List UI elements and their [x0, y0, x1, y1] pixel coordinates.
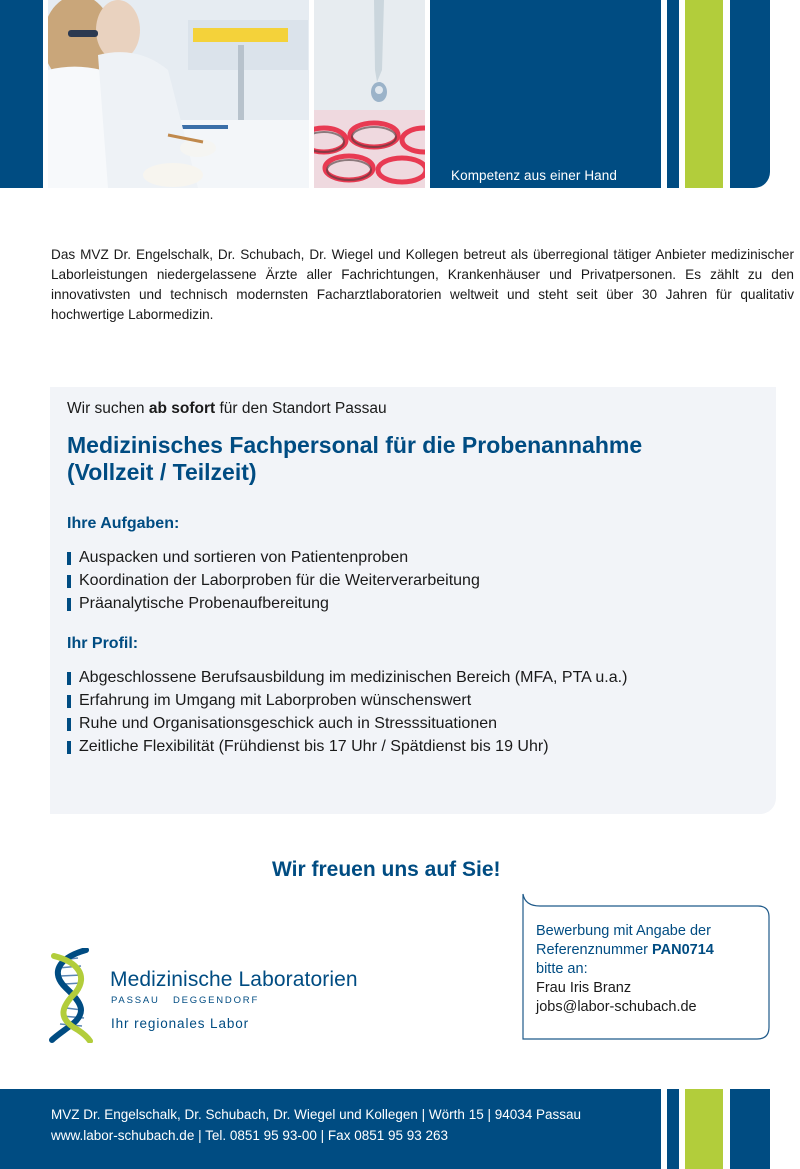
header-tagline-panel: [430, 0, 661, 188]
company-logo: [48, 948, 408, 1043]
header-stripe-narrow-blue: [667, 0, 679, 188]
footer-stripe-narrow-blue: [667, 1089, 679, 1169]
task-text: Präanalytische Probenaufbereitung: [79, 595, 329, 612]
task-text: Auspacken und sortieren von Patientenproben: [79, 549, 409, 566]
list-item: [67, 592, 759, 615]
logo-cities: PASSAU DEGGENDORF: [111, 995, 260, 1006]
closing-slogan: Wir freuen uns auf Sie!: [272, 858, 501, 881]
apply-line3: bitte an:: [536, 961, 588, 977]
application-text: [536, 922, 714, 1017]
bullet-bar-icon: [67, 598, 71, 611]
profile-list: [67, 666, 759, 758]
lab-technicians-photo: [48, 0, 309, 188]
footer: [0, 1089, 800, 1169]
search-prefix: Wir suchen: [67, 400, 149, 417]
bullet-bar-icon: [67, 552, 71, 565]
list-item: [67, 569, 759, 592]
contact-name: Frau Iris Branz: [536, 980, 632, 996]
footer-contact-panel: [0, 1089, 661, 1169]
job-title: [67, 432, 759, 486]
header-left-strip: [0, 0, 43, 188]
footer-contact-details: www.labor-schubach.de | Tel. 0851 95 93-00 | Fax 0851 95 93 263: [51, 1128, 449, 1143]
list-item: [67, 546, 759, 569]
reference-label: Referenznummer: [536, 942, 653, 958]
list-item: [67, 689, 759, 712]
application-contact-card: [522, 893, 770, 1040]
reference-number: PAN0714: [652, 942, 714, 958]
job-title-line2: (Vollzeit / Teilzeit): [67, 459, 257, 485]
profile-text: Zeitliche Flexibilität (Frühdienst bis 17 Uhr / Spätdienst bis 19 Uhr): [79, 738, 549, 755]
search-location: für den Standort Passau: [215, 400, 387, 417]
company-intro-paragraph: Das MVZ Dr. Engelschalk, Dr. Schubach, Dr. Wiegel und Kollegen betreut als überregional tätiger Anbieter medizinischer Laborleistungen niedergelassene Ärzte aller Fachrichtungen, Krankenhäuser und Privatpersonen. Es zählt zu den innovativsten und technisch modernsten Facharztlaboratorien weltweit und steht seit über 30 Jahren für qualitativ hochwertige Labormedizin.: [51, 247, 794, 322]
pipette-sample-plate-photo: [314, 0, 425, 188]
header-stripe-blue-rounded: [730, 0, 770, 188]
search-start-date: ab sofort: [148, 400, 216, 417]
logo-tagline: Ihr regionales Labor: [111, 1016, 250, 1031]
task-text: Koordination der Laborproben für die Weiterverarbeitung: [79, 572, 480, 589]
search-line: [67, 400, 759, 418]
job-title-line1: Medizinisches Fachpersonal für die Probenannahme: [67, 432, 643, 458]
bullet-bar-icon: [67, 718, 71, 731]
dna-helix-icon: [48, 948, 98, 1043]
profile-text: Erfahrung im Umgang mit Laborproben wünschenswert: [79, 692, 472, 709]
footer-stripe-blue: [730, 1089, 770, 1169]
bullet-bar-icon: [67, 695, 71, 708]
apply-line2: [536, 941, 714, 960]
profile-heading: Ihr Profil:: [67, 635, 139, 652]
header-banner: [0, 0, 800, 189]
bullet-bar-icon: [67, 575, 71, 588]
list-item: [67, 666, 759, 689]
footer-address: MVZ Dr. Engelschalk, Dr. Schubach, Dr. Wiegel und Kollegen | Wörth 15 | 94034 Passau: [51, 1107, 582, 1122]
bullet-bar-icon: [67, 741, 71, 754]
apply-line1: Bewerbung mit Angabe der: [536, 923, 711, 939]
bullet-bar-icon: [67, 672, 71, 685]
header-stripe-green: [685, 0, 723, 188]
tasks-heading: Ihre Aufgaben:: [67, 515, 180, 532]
job-listing-box: [50, 387, 776, 814]
logo-name: Medizinische Laboratorien: [110, 968, 358, 991]
footer-stripe-green: [685, 1089, 723, 1169]
list-item: [67, 712, 759, 735]
tasks-list: [67, 546, 759, 615]
contact-email-link[interactable]: jobs@labor-schubach.de: [536, 999, 697, 1015]
list-item: [67, 735, 759, 758]
profile-text: Ruhe und Organisationsgeschick auch in Stresssituationen: [79, 715, 498, 732]
header-tagline: Kompetenz aus einer Hand: [451, 168, 618, 183]
profile-text: Abgeschlossene Berufsausbildung im medizinischen Bereich (MFA, PTA u.a.): [79, 669, 628, 686]
